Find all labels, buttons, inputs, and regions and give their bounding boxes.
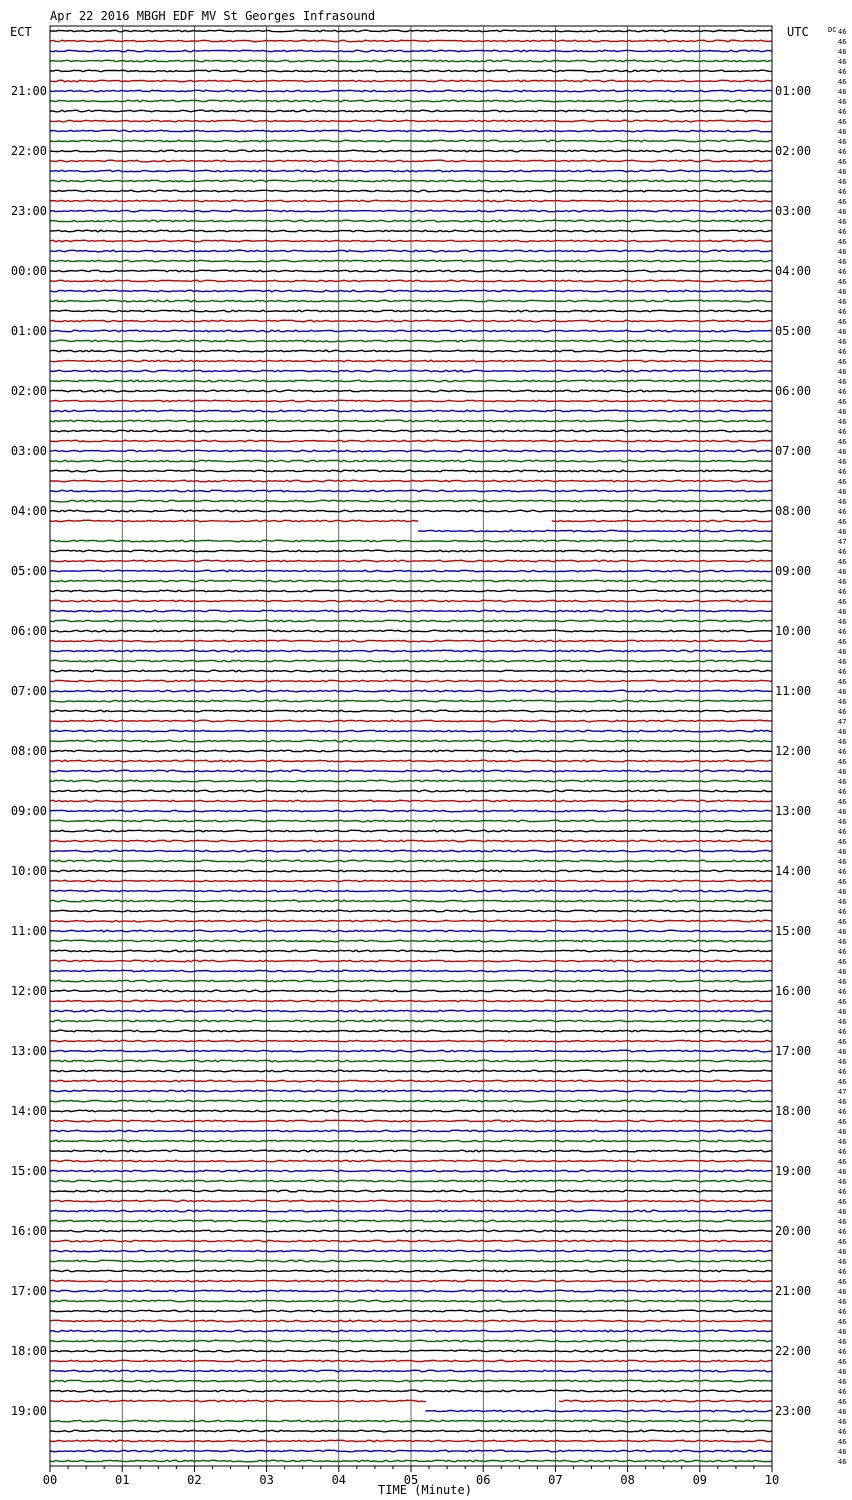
- left-hour-label: 17:00: [10, 1284, 47, 1298]
- trace-line: [50, 1130, 772, 1132]
- right-hour-label: 09:00: [775, 564, 812, 578]
- trace-line: [50, 960, 772, 962]
- trace-line: [50, 180, 772, 182]
- dc-value: 46: [838, 1218, 847, 1226]
- left-hour-label: 12:00: [10, 984, 47, 998]
- right-hour-label: 23:00: [775, 1404, 812, 1418]
- trace-line: [50, 110, 772, 112]
- right-hour-label: 18:00: [775, 1104, 812, 1118]
- dc-value: 46: [838, 1278, 847, 1286]
- right-hour-label: 01:00: [775, 84, 812, 98]
- right-hour-label: 03:00: [775, 204, 812, 218]
- dc-value: 46: [838, 618, 847, 626]
- dc-value: 46: [838, 608, 847, 616]
- dc-value: 46: [838, 1138, 847, 1146]
- dc-value: 46: [838, 118, 847, 126]
- dc-value: 46: [838, 218, 847, 226]
- dc-value: 46: [838, 1238, 847, 1246]
- trace-line: [50, 520, 418, 522]
- dc-value: 46: [838, 198, 847, 206]
- dc-value: 46: [838, 1028, 847, 1036]
- dc-value: 46: [838, 148, 847, 156]
- trace-line: [50, 420, 772, 422]
- dc-value: 46: [838, 1388, 847, 1396]
- dc-value: 46: [838, 758, 847, 766]
- right-hour-label: 12:00: [775, 744, 812, 758]
- dc-value: 46: [838, 848, 847, 856]
- dc-value: 46: [838, 1458, 847, 1466]
- dc-value: 46: [838, 478, 847, 486]
- trace-line: [50, 450, 772, 452]
- dc-value: 46: [838, 908, 847, 916]
- dc-value: 46: [838, 1268, 847, 1276]
- dc-value: 46: [838, 1398, 847, 1406]
- right-hour-label: 11:00: [775, 684, 812, 698]
- left-axis-label: ECT: [10, 25, 32, 39]
- trace-line: [50, 740, 772, 742]
- x-tick-label: 05: [403, 1473, 419, 1487]
- dc-value: 46: [838, 958, 847, 966]
- left-hour-label: 03:00: [10, 444, 47, 458]
- dc-value: 46: [838, 328, 847, 336]
- dc-value: 46: [838, 158, 847, 166]
- dc-value: 46: [838, 918, 847, 926]
- trace-line: [50, 280, 772, 282]
- trace-line: [552, 520, 772, 522]
- dc-value: 46: [838, 348, 847, 356]
- dc-value: 46: [838, 778, 847, 786]
- right-hour-label: 07:00: [775, 444, 812, 458]
- dc-value: 46: [838, 598, 847, 606]
- trace-line: [50, 410, 772, 412]
- trace-line: [50, 540, 772, 542]
- dc-value: 46: [838, 28, 847, 36]
- dc-value: 46: [838, 1108, 847, 1116]
- trace-line: [50, 670, 772, 672]
- dc-value: 46: [838, 268, 847, 276]
- dc-value: 46: [838, 1018, 847, 1026]
- x-tick-label: 08: [620, 1473, 635, 1487]
- trace-line: [50, 510, 772, 512]
- dc-value: 46: [838, 1378, 847, 1386]
- dc-value: 46: [838, 668, 847, 676]
- right-axis-label: UTC: [787, 25, 809, 39]
- trace-line: [50, 800, 772, 802]
- trace-line: [50, 330, 772, 332]
- left-hour-label: 04:00: [10, 504, 47, 518]
- dc-value: 46: [838, 338, 847, 346]
- left-hour-label: 06:00: [10, 624, 47, 638]
- x-tick-label: 02: [187, 1473, 202, 1487]
- left-hour-label: 07:00: [10, 684, 47, 698]
- dc-value: 46: [838, 1118, 847, 1126]
- dc-value: 47: [838, 1088, 847, 1096]
- dc-value: 46: [838, 548, 847, 556]
- dc-value: 46: [838, 588, 847, 596]
- dc-value: 46: [838, 38, 847, 46]
- trace-line: [50, 1450, 772, 1452]
- dc-value: 46: [838, 258, 847, 266]
- trace-line: [50, 940, 772, 942]
- dc-value: 46: [838, 748, 847, 756]
- dc-value: 46: [838, 1258, 847, 1266]
- dc-value: 46: [838, 418, 847, 426]
- dc-value: 46: [838, 278, 847, 286]
- right-hour-label: 17:00: [775, 1044, 812, 1058]
- dc-value: 46: [838, 488, 847, 496]
- x-tick-label: 00: [42, 1473, 58, 1487]
- dc-value: 46: [838, 1178, 847, 1186]
- dc-value: 46: [838, 468, 847, 476]
- dc-value: 46: [838, 988, 847, 996]
- dc-value: 46: [838, 678, 847, 686]
- trace-line: [50, 590, 772, 592]
- dc-value: 46: [838, 798, 847, 806]
- dc-value: 46: [838, 698, 847, 706]
- left-hour-label: 23:00: [10, 204, 47, 218]
- right-hour-label: 14:00: [775, 864, 812, 878]
- dc-value: 46: [838, 88, 847, 96]
- dc-value: 46: [838, 1038, 847, 1046]
- dc-value: 46: [838, 448, 847, 456]
- dc-value: 46: [838, 968, 847, 976]
- left-hour-label: 21:00: [10, 84, 47, 98]
- left-hour-label: 19:00: [10, 1404, 47, 1418]
- x-axis-title: TIME (Minute): [378, 1483, 472, 1497]
- dc-value: 46: [838, 1248, 847, 1256]
- axis-labels: [11, 28, 847, 1487]
- right-hour-label: 21:00: [775, 1284, 812, 1298]
- dc-value: 46: [838, 138, 847, 146]
- dc-value: 46: [838, 428, 847, 436]
- trace-line: [50, 220, 772, 222]
- dc-value: 46: [838, 1208, 847, 1216]
- dc-value: 46: [838, 78, 847, 86]
- right-hour-label: 05:00: [775, 324, 812, 338]
- trace-line: [50, 850, 772, 852]
- dc-value: 46: [838, 1318, 847, 1326]
- dc-value: 46: [838, 708, 847, 716]
- trace-line: [50, 1400, 425, 1402]
- trace-line: [50, 1150, 772, 1152]
- dc-value: 46: [838, 688, 847, 696]
- dc-value: 46: [838, 948, 847, 956]
- dc-value: 46: [838, 888, 847, 896]
- dc-value: 46: [838, 838, 847, 846]
- dc-value: 46: [838, 228, 847, 236]
- dc-value: 46: [838, 98, 847, 106]
- dc-value: 46: [838, 248, 847, 256]
- trace-line: [50, 380, 772, 382]
- dc-value: 46: [838, 648, 847, 656]
- dc-value: 46: [838, 358, 847, 366]
- trace-line: [50, 690, 772, 692]
- left-hour-label: 15:00: [10, 1164, 47, 1178]
- x-tick-label: 09: [692, 1473, 708, 1487]
- right-hour-label: 08:00: [775, 504, 812, 518]
- dc-value: 46: [838, 1438, 847, 1446]
- dc-value: 46: [838, 728, 847, 736]
- trace-line: [50, 930, 772, 932]
- dc-value: 46: [838, 438, 847, 446]
- dc-value: 46: [838, 1308, 847, 1316]
- right-hour-label: 10:00: [775, 624, 812, 638]
- trace-line: [50, 480, 772, 482]
- dc-value: 46: [838, 1158, 847, 1166]
- dc-value: 46: [838, 898, 847, 906]
- left-hour-label: 09:00: [10, 804, 47, 818]
- dc-value: 46: [838, 108, 847, 116]
- left-hour-label: 16:00: [10, 1224, 47, 1238]
- trace-line: [50, 140, 772, 142]
- x-tick-label: 10: [764, 1473, 780, 1487]
- dc-value: 46: [838, 128, 847, 136]
- dc-value: 46: [838, 658, 847, 666]
- dc-value: 46: [838, 1148, 847, 1156]
- dc-value: 46: [838, 1008, 847, 1016]
- right-hour-label: 02:00: [775, 144, 812, 158]
- dc-value: 46: [838, 458, 847, 466]
- trace-line: [50, 240, 772, 242]
- dc-value: 46: [838, 398, 847, 406]
- trace-line: [50, 1200, 772, 1202]
- trace-line: [50, 570, 772, 572]
- dc-value: 46: [838, 1098, 847, 1106]
- trace-line: [50, 1210, 772, 1212]
- dc-value: 46: [838, 868, 847, 876]
- dc-value: 46: [838, 528, 847, 536]
- trace-line: [50, 860, 772, 862]
- trace-line: [50, 1120, 772, 1122]
- x-tick-label: 04: [331, 1473, 347, 1487]
- dc-value: 46: [838, 1428, 847, 1436]
- right-hour-label: 16:00: [775, 984, 812, 998]
- trace-line: [50, 1190, 772, 1192]
- dc-value: 46: [838, 68, 847, 76]
- left-hour-label: 18:00: [10, 1344, 47, 1358]
- left-hour-label: 22:00: [10, 144, 47, 158]
- dc-value: 46: [838, 48, 847, 56]
- dc-value: 46: [838, 368, 847, 376]
- dc-value: 46: [838, 818, 847, 826]
- dc-value: 46: [838, 1338, 847, 1346]
- x-tick-label: 03: [259, 1473, 274, 1487]
- dc-value: 46: [838, 1128, 847, 1136]
- right-hour-label: 15:00: [775, 924, 812, 938]
- dc-label: DC: [828, 26, 837, 34]
- trace-line: [418, 530, 772, 532]
- trace-line: [50, 1070, 772, 1072]
- dc-value: 46: [838, 58, 847, 66]
- chart-title: Apr 22 2016 MBGH EDF MV St Georges Infrasound: [50, 9, 376, 23]
- dc-value: 46: [838, 288, 847, 296]
- dc-value: 46: [838, 1078, 847, 1086]
- trace-line: [50, 1320, 772, 1322]
- left-hour-label: 00:00: [10, 264, 47, 278]
- trace-line: [50, 1010, 772, 1012]
- dc-value: 46: [838, 568, 847, 576]
- dc-value: 46: [838, 408, 847, 416]
- dc-value: 46: [838, 1448, 847, 1456]
- dc-value: 46: [838, 1298, 847, 1306]
- dc-value: 46: [838, 1228, 847, 1236]
- left-hour-label: 01:00: [10, 324, 47, 338]
- dc-value: 46: [838, 1418, 847, 1426]
- dc-value: 46: [838, 998, 847, 1006]
- trace-line: [559, 1400, 772, 1402]
- right-hour-label: 13:00: [775, 804, 812, 818]
- dc-value: 46: [838, 1408, 847, 1416]
- dc-value: 47: [838, 538, 847, 546]
- right-hour-label: 20:00: [775, 1224, 812, 1238]
- trace-line: [50, 150, 772, 152]
- dc-value: 46: [838, 938, 847, 946]
- right-hour-label: 04:00: [775, 264, 812, 278]
- dc-value: 46: [838, 558, 847, 566]
- dc-value: 46: [838, 1328, 847, 1336]
- dc-value: 46: [838, 978, 847, 986]
- trace-line: [50, 1280, 772, 1282]
- dc-value: 46: [838, 188, 847, 196]
- dc-value: 46: [838, 178, 847, 186]
- dc-value: 46: [838, 638, 847, 646]
- dc-value: 46: [838, 1048, 847, 1056]
- trace-line: [50, 1340, 772, 1342]
- trace-line: [50, 990, 772, 992]
- dc-value: 46: [838, 1348, 847, 1356]
- left-hour-label: 08:00: [10, 744, 47, 758]
- dc-value: 46: [838, 378, 847, 386]
- left-hour-label: 11:00: [10, 924, 47, 938]
- left-hour-label: 10:00: [10, 864, 47, 878]
- left-hour-label: 02:00: [10, 384, 47, 398]
- dc-value: 46: [838, 628, 847, 636]
- trace-line: [50, 1440, 772, 1442]
- dc-value: 46: [838, 1068, 847, 1076]
- right-hour-label: 06:00: [775, 384, 812, 398]
- dc-value: 46: [838, 738, 847, 746]
- trace-line: [50, 770, 772, 772]
- dc-value: 46: [838, 928, 847, 936]
- x-tick-label: 01: [114, 1473, 130, 1487]
- left-hour-label: 14:00: [10, 1104, 47, 1118]
- dc-value: 46: [838, 388, 847, 396]
- dc-value: 46: [838, 208, 847, 216]
- dc-value: 46: [838, 1198, 847, 1206]
- trace-line: [50, 260, 772, 262]
- dc-value: 46: [838, 518, 847, 526]
- trace-line: [50, 580, 772, 582]
- dc-value: 46: [838, 1188, 847, 1196]
- dc-value: 46: [838, 308, 847, 316]
- dc-value: 46: [838, 1168, 847, 1176]
- trace-line: [425, 1410, 772, 1412]
- dc-value: 46: [838, 318, 847, 326]
- dc-value: 46: [838, 298, 847, 306]
- dc-value: 46: [838, 1288, 847, 1296]
- dc-value: 47: [838, 718, 847, 726]
- dc-value: 46: [838, 808, 847, 816]
- left-hour-label: 13:00: [10, 1044, 47, 1058]
- dc-value: 46: [838, 168, 847, 176]
- x-tick-label: 06: [475, 1473, 491, 1487]
- dc-value: 46: [838, 578, 847, 586]
- dc-value: 46: [838, 508, 847, 516]
- dc-value: 46: [838, 1058, 847, 1066]
- dc-value: 46: [838, 498, 847, 506]
- trace-line: [50, 1430, 772, 1432]
- trace-line: [50, 1230, 772, 1232]
- x-tick-label: 07: [548, 1473, 563, 1487]
- dc-value: 46: [838, 828, 847, 836]
- left-hour-label: 05:00: [10, 564, 47, 578]
- dc-value: 46: [838, 1358, 847, 1366]
- dc-value: 46: [838, 768, 847, 776]
- dc-value: 46: [838, 878, 847, 886]
- trace-line: [50, 920, 772, 922]
- dc-value: 46: [838, 788, 847, 796]
- right-hour-label: 22:00: [775, 1344, 812, 1358]
- dc-value: 46: [838, 238, 847, 246]
- right-hour-label: 19:00: [775, 1164, 812, 1178]
- trace-line: [50, 100, 772, 102]
- dc-value: 46: [838, 858, 847, 866]
- dc-value: 46: [838, 1368, 847, 1376]
